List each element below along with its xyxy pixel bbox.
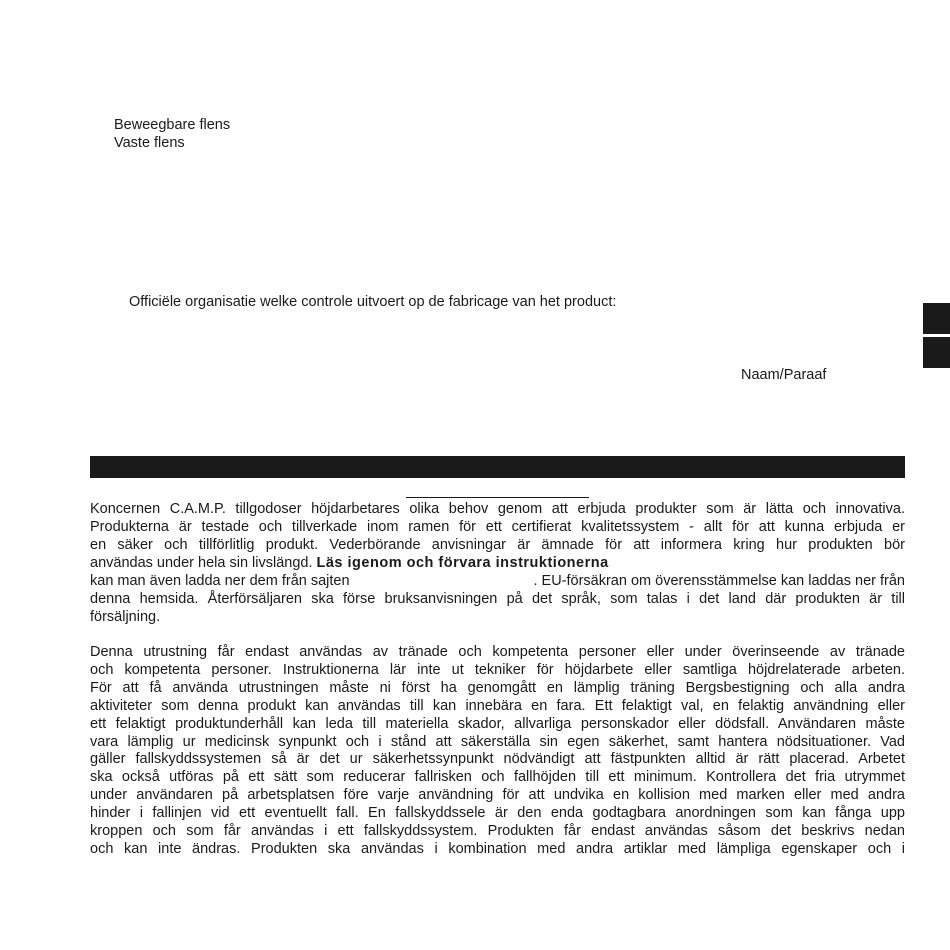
text-line [90,750,905,768]
inspection-body-text: Officiële organisatie welke controle uitvoert op de fabricage van het product: [129,294,617,310]
text-line-content: ett felaktigt produktunderhåll kan leda till materiella skador, allvarliga personskador eller dödsfall. Användaren måste [90,715,905,732]
text-line [90,715,905,733]
text-line [90,804,905,822]
language-tab-lower [923,337,950,368]
text-line-right: . EU-försäkran om överensstämmelse kan laddas ner från [533,573,905,589]
underline-rule [406,497,589,498]
fixed-flange-label: Vaste flens [114,135,185,151]
text-line [90,590,905,608]
text-line [90,608,905,626]
text-line-content: gäller fallskyddssystemen så är det ur säkerhetssynpunkt nödvändigt att fästpunkten alltid är rätt placerad. Arbetet [90,751,905,768]
text-line [90,500,905,518]
movable-flange-label: Beweegbare flens [114,117,231,133]
text-line [90,572,905,590]
text-line [90,679,905,697]
text-line-content: och kan inte ändras. Produkten ska användas i kombination med andra artiklar med lämpliga egenskaper och i [90,840,905,857]
text-line-content: under användaren på arbetsplatsen före varje användning för att undvika en kollision med marken eller med andra [90,787,905,804]
text-line [90,840,905,858]
text-line [90,536,905,554]
text-line [90,554,905,572]
text-line-content: kroppen och som får användas i ett fallskyddssystem. Produkten får endast användas såsom det beskrivs nedan [90,823,905,839]
text-line-content: en säker och tillförlitlig produkt. Vederbörande anvisningar är ämnade för att informera kring hur produkten bör [90,537,905,553]
text-line-content: Koncernen C.A.M.P. tillgodoser höjdarbetares olika behov genom att erbjuda produkter som är lätta och innovativa. [90,501,905,517]
text-line-content: och kompetenta personer. Instruktionerna lär inte ut tekniker för höjdarbete eller samtliga höjdrelaterade arbeten. [90,661,905,678]
text-line-bold: Läs igenom och förvara instruktionerna [316,555,609,571]
text-line [90,768,905,786]
text-line-content: Denna utrustning får endast användas av tränade och kompetenta personer eller under överinseende av tränade [90,644,905,660]
text-line [90,697,905,715]
section-header-bar [90,456,905,478]
text-line-content: denna hemsida. Återförsäljaren ska förse bruksanvisningen på det språk, som talas i det land där produkten är till [90,591,905,607]
text-line [90,643,905,661]
text-line [90,661,905,679]
text-line-content: försäljning. [90,609,161,625]
text-line-content: aktiviteter som denna produkt kan användas till kan innebära en fara. Ett felaktigt val, en felaktig användning eller [90,697,905,714]
signature-label: Naam/Paraaf [741,367,827,383]
text-line-content: För att få använda utrustningen måste ni först ha genomgått en lämplig träning Bergsbestigning och alla andra [90,679,905,696]
text-line-content: ska också utföras på ett sätt som reducerar fallrisken och fallhöjden till ett minimum. Kontrollera det fria utrymmet [90,769,905,786]
text-line-normal: användas under hela sin livslängd. [90,555,317,571]
text-line [90,786,905,804]
text-line [90,733,905,751]
text-line-left: kan man även ladda ner dem från sajten [90,573,350,589]
text-line-content: hinder i fallinjen vid ett eventuellt fall. En fallskyddssele är den enda godtagbara anordningen som kan fånga upp [90,805,905,822]
language-tab-upper [923,303,950,334]
text-line [90,822,905,840]
text-line-content: vara lämplig ur medicinsk synpunkt och i stånd att säkerställa sin egen säkerhet, samt hantera nödsituationer. Vad [90,733,905,750]
text-line [90,518,905,536]
text-line-content: Produkterna är testade och tillverkade inom ramen för ett certifierat kvalitetssystem - allt för att kunna erbjuda er [90,519,905,535]
